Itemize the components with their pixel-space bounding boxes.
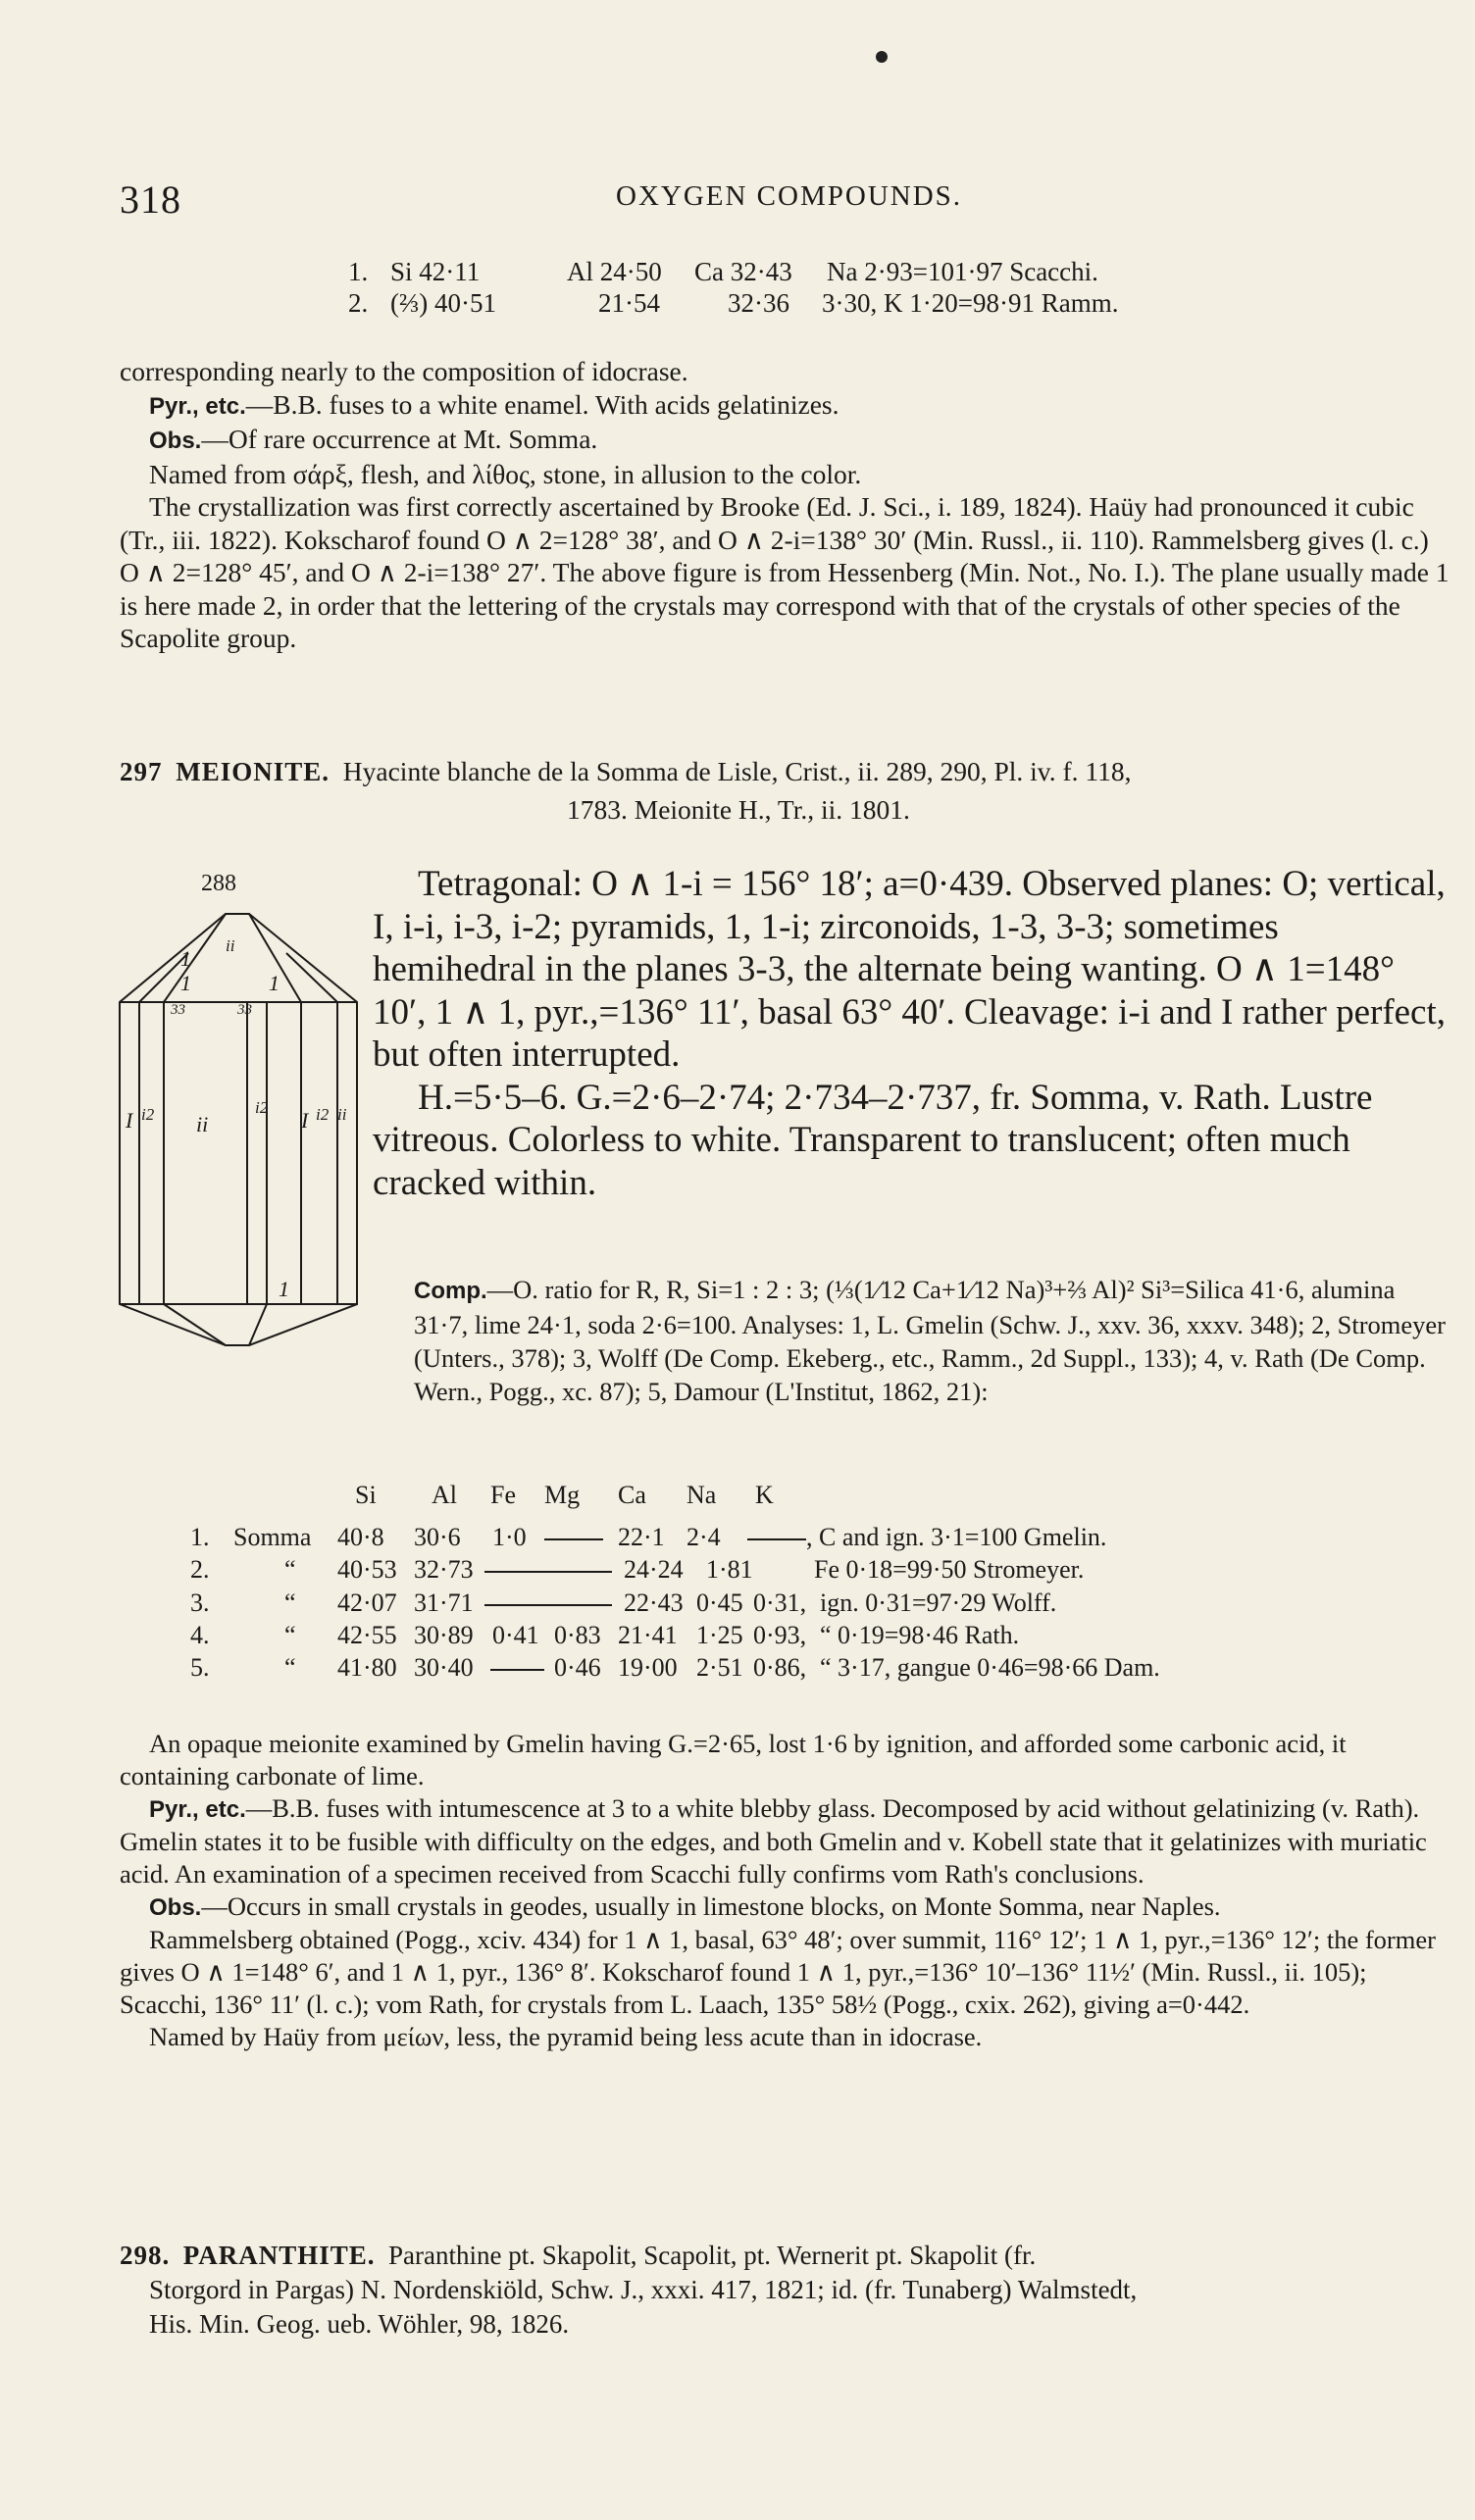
col-header: Fe <box>490 1481 516 1509</box>
row-num: 1. <box>190 1523 210 1551</box>
physical-properties-paragraph: H.=5·5–6. G.=2·6–2·74; 2·734–2·737, fr. Somma, v. Rath. Lustre vitreous. Colorless to white. Transparent to translucent; often much cracked within. <box>373 1077 1373 1203</box>
dash <box>747 1523 806 1552</box>
page-number: 318 <box>120 177 181 222</box>
row-locality: Somma <box>233 1523 312 1551</box>
row-locality: “ <box>284 1653 296 1682</box>
cell-al: 30·6 <box>414 1523 461 1551</box>
col-header: Si <box>355 1481 377 1509</box>
crystal-edge <box>286 953 337 1002</box>
cell-al: 30·40 <box>414 1653 474 1682</box>
figure-label: ii <box>196 1112 209 1136</box>
cell-fe: 1·0 <box>492 1523 527 1551</box>
comp-label: Comp. <box>414 1278 487 1304</box>
row-num: 4. <box>190 1621 210 1649</box>
synonyms-line-2: 1783. Meionite H., Tr., ii. 1801. <box>567 793 910 825</box>
named-paragraph: Named by Haüy from μείων, less, the pyramid being less acute than in idocrase. <box>149 2022 983 2051</box>
cell-rest: ign. 0·31=97·29 Wolff. <box>820 1588 1057 1617</box>
figure-label: 33 <box>237 1002 252 1018</box>
figure-label: 1 <box>269 971 280 995</box>
running-head: OXYGEN COMPOUNDS. <box>616 180 963 212</box>
species-number: 298. <box>120 2241 171 2270</box>
cell-al: 32·73 <box>414 1555 474 1584</box>
pyr-label: Pyr., etc. <box>149 1796 246 1823</box>
composition-line: corresponding nearly to the composition of idocrase. <box>120 356 688 386</box>
pyr-paragraph <box>120 1792 1450 1890</box>
figure-label: i2 <box>316 1105 330 1124</box>
figure-label: ii <box>226 936 235 955</box>
analysis-num: 2. <box>348 288 369 318</box>
paranthite-synonyms: Paranthine pt. Skapolit, Scapolit, pt. Wernerit pt. Skapolit (fr. <box>388 2241 1037 2270</box>
meionite-heading <box>120 755 1450 826</box>
analysis-rest: 3·30, K 1·20=98·91 Ramm. <box>822 288 1119 318</box>
dash <box>544 1523 603 1552</box>
cell-k: 0·93, <box>753 1621 807 1649</box>
cell-fe: 0·41 <box>492 1621 539 1649</box>
composition-paragraph <box>120 1273 1450 1408</box>
pyr-label: Pyr., etc. <box>149 392 246 420</box>
rammelsberg-paragraph: Rammelsberg obtained (Pogg., xciv. 434) for 1 ∧ 1, basal, 63° 48′; over summit, 116° 12′; 1 ∧ 1, pyr.,=136° 12′; the former gives O ∧ 1=148° 6′, and 1 ∧ 1, pyr., 136° 8′. Kokscharof found 1 ∧ 1, pyr.,=136° 10′–136° 11½′ (Min. Russl., ii. 105); Scacchi, 136° 11′ (l. c.); vom Rath, for crystals from L. Laach, 135° 58½ (Pogg., cxix. 262), giving a=0·442. <box>120 1925 1436 2019</box>
figure-label: 1 <box>180 971 191 995</box>
paranthite-line-1 <box>120 2239 1450 2273</box>
col-header: K <box>755 1481 774 1509</box>
cell-al: 31·71 <box>414 1588 474 1617</box>
cell-rest: “ 0·19=98·46 Rath. <box>820 1621 1020 1649</box>
row-locality: “ <box>284 1621 296 1649</box>
col-header: Mg <box>544 1481 581 1509</box>
dash <box>484 1555 612 1585</box>
cell-ca: 24·24 <box>624 1555 684 1584</box>
analysis-ca: Ca 32·43 <box>694 257 792 286</box>
analysis-rest: Na 2·93=101·97 Scacchi. <box>827 257 1098 286</box>
comp-text: —O. ratio for R, R, Si=1 : 2 : 3; (⅓(1⁄12 Ca+1⁄12 Na)³+⅔ Al)² Si³=Silica 41·6, alumina 31·7, lime 24·1, soda 2·6=100. Analyses: 1, L. Gmelin (Schw. J., xxv. 36, xxxv. 348); 2, Stromeyer (Unters., 378); 3, Wolff (De Comp. Ekeberg., etc., Ramm., 2d Suppl., 133); 4, v. Rath (De Comp. Wern., Pogg., xc. 87); 5, Damour (L'Institut, 1862, 21): <box>414 1275 1447 1406</box>
cell-na: 1·81 <box>706 1555 753 1584</box>
cell-ca: 22·1 <box>618 1523 665 1551</box>
synonyms-line-1: Hyacinte blanche de la Somma de Lisle, Crist., ii. 289, 290, Pl. iv. f. 118, <box>342 756 1132 786</box>
col-header: Na <box>687 1481 717 1509</box>
cell-mg: 0·83 <box>554 1621 601 1649</box>
cell-k: 0·31, <box>753 1588 807 1617</box>
species-number: 297 <box>120 757 163 786</box>
figure-label: 1 <box>180 946 191 971</box>
row-num: 2. <box>190 1555 210 1584</box>
analysis-al: 21·54 <box>598 288 660 318</box>
figure-label: I <box>301 1108 309 1133</box>
dash <box>484 1588 612 1618</box>
analysis-al: Al 24·50 <box>567 257 662 286</box>
figure-label: i2 <box>255 1098 269 1117</box>
figure-number: 288 <box>201 871 236 896</box>
row-num: 3. <box>190 1588 210 1617</box>
cell-na: 1·25 <box>696 1621 743 1649</box>
col-header: Al <box>432 1481 457 1509</box>
cell-si: 40·8 <box>337 1523 384 1551</box>
obs-paragraph <box>120 423 1450 458</box>
row-locality: “ <box>284 1588 296 1617</box>
figure-label: 1 <box>279 1277 289 1301</box>
obs-text: —Occurs in small crystals in geodes, usually in limestone blocks, on Monte Somma, near Naples. <box>201 1891 1221 1921</box>
figure-label: ii <box>337 1105 347 1124</box>
dash <box>490 1653 544 1683</box>
sarcolite-notes <box>120 355 1450 655</box>
cell-al: 30·89 <box>414 1621 474 1649</box>
cell-rest: “ 3·17, gangue 0·46=98·66 Dam. <box>820 1653 1160 1682</box>
meionite-notes <box>120 1728 1450 2053</box>
cell-mg: 0·46 <box>554 1653 601 1682</box>
figure-label: i2 <box>141 1105 155 1124</box>
obs-paragraph <box>120 1890 1450 1924</box>
figure-label: 33 <box>171 1002 185 1018</box>
analysis-num: 1. <box>348 257 369 286</box>
cell-na: 2·4 <box>687 1523 721 1551</box>
cell-si: 40·53 <box>337 1555 397 1584</box>
crystallography-paragraph: Tetragonal: O ∧ 1-i = 156° 18′; a=0·439. Observed planes: O; vertical, I, i-i, i-3, i-2; pyramids, 1, 1-i; zirconoids, 1-3, 3-3; sometimes hemihedral in the planes 3-3, the alternate being wanting. O ∧ 1=148° 10′, 1 ∧ 1, pyr.,=136° 11′, basal 63° 40′. Cleavage: i-i and I rather perfect, but often interrupted. <box>373 864 1447 1075</box>
opaque-paragraph: An opaque meionite examined by Gmelin having G.=2·65, lost 1·6 by ignition, and afforded some carbonic acid, it containing carbonate of lime. <box>120 1729 1347 1790</box>
row-num: 5. <box>190 1653 210 1682</box>
comp-first-line-wrap <box>120 1273 1450 1408</box>
cell-si: 42·55 <box>337 1621 397 1649</box>
col-header: Ca <box>618 1481 646 1509</box>
pyr-paragraph <box>120 388 1450 424</box>
figure-label: I <box>126 1108 133 1133</box>
analysis-si: (⅔) 40·51 <box>390 288 496 318</box>
cell-na: 0·45 <box>696 1588 743 1617</box>
cell-ca: 19·00 <box>618 1653 678 1682</box>
cell-rest: Fe 0·18=99·50 Stromeyer. <box>814 1555 1085 1584</box>
pyr-text: —B.B. fuses to a white enamel. With acids gelatinizes. <box>245 388 839 420</box>
obs-text: —Of rare occurrence at Mt. Somma. <box>201 424 598 454</box>
named-paragraph: Named from σάρξ, flesh, and λίθος, stone, in allusion to the color. <box>149 458 862 489</box>
ink-dot <box>876 51 888 63</box>
obs-label: Obs. <box>149 428 202 454</box>
obs-label: Obs. <box>149 1894 202 1921</box>
crystallization-paragraph: The crystallization was first correctly ascertained by Brooke (Ed. J. Sci., i. 189, 1824). Haüy had pronounced it cubic (Tr., iii. 1822). Kokscharof found O ∧ 2=128° 38′, and O ∧ 2-i=138° 30′ (Min. Russl., ii. 110). Rammelsberg gives (l. c.) O ∧ 2=128° 45′, and O ∧ 2-i=138° 27′. The above figure is from Hessenberg (Min. Not., No. I.). The plane usually made 1 is here made 2, in order that the lettering of the crystals may correspond with that of the crystals of other species of the Scapolite group. <box>120 491 1450 653</box>
paranthite-line-3: His. Min. Geog. ueb. Wöhler, 98, 1826. <box>149 2309 570 2339</box>
cell-si: 41·80 <box>337 1653 397 1682</box>
paranthite-entry <box>120 2239 1450 2342</box>
meionite-description <box>373 863 1446 1204</box>
species-name: MEIONITE. <box>176 757 331 786</box>
species-name: PARANTHITE. <box>182 2241 376 2270</box>
pyr-text: —B.B. fuses with intumescence at 3 to a white blebby glass. Decomposed by acid without gelatinizing (v. Rath). Gmelin states it to be fusible with difficulty on the edges, and both Gmelin and v. Kobell state that it gelatinizes with muriatic acid. An examination of a specimen received from Scacchi fully confirms vom Rath's conclusions. <box>120 1793 1427 1889</box>
row-locality: “ <box>284 1555 296 1584</box>
analysis-si: Si 42·11 <box>390 257 481 286</box>
cell-na: 2·51 <box>696 1653 743 1682</box>
cell-k: 0·86, <box>753 1653 807 1682</box>
cell-rest: , C and ign. 3·1=100 Gmelin. <box>806 1523 1107 1551</box>
paranthite-line-2: Storgord in Pargas) N. Nordenskiöld, Schw. J., xxxi. 417, 1821; id. (fr. Tunaberg) Walmstedt, <box>149 2275 1138 2304</box>
analysis-ca: 32·36 <box>728 288 789 318</box>
cell-si: 42·07 <box>337 1588 397 1617</box>
cell-ca: 22·43 <box>624 1588 684 1617</box>
cell-ca: 21·41 <box>618 1621 678 1649</box>
